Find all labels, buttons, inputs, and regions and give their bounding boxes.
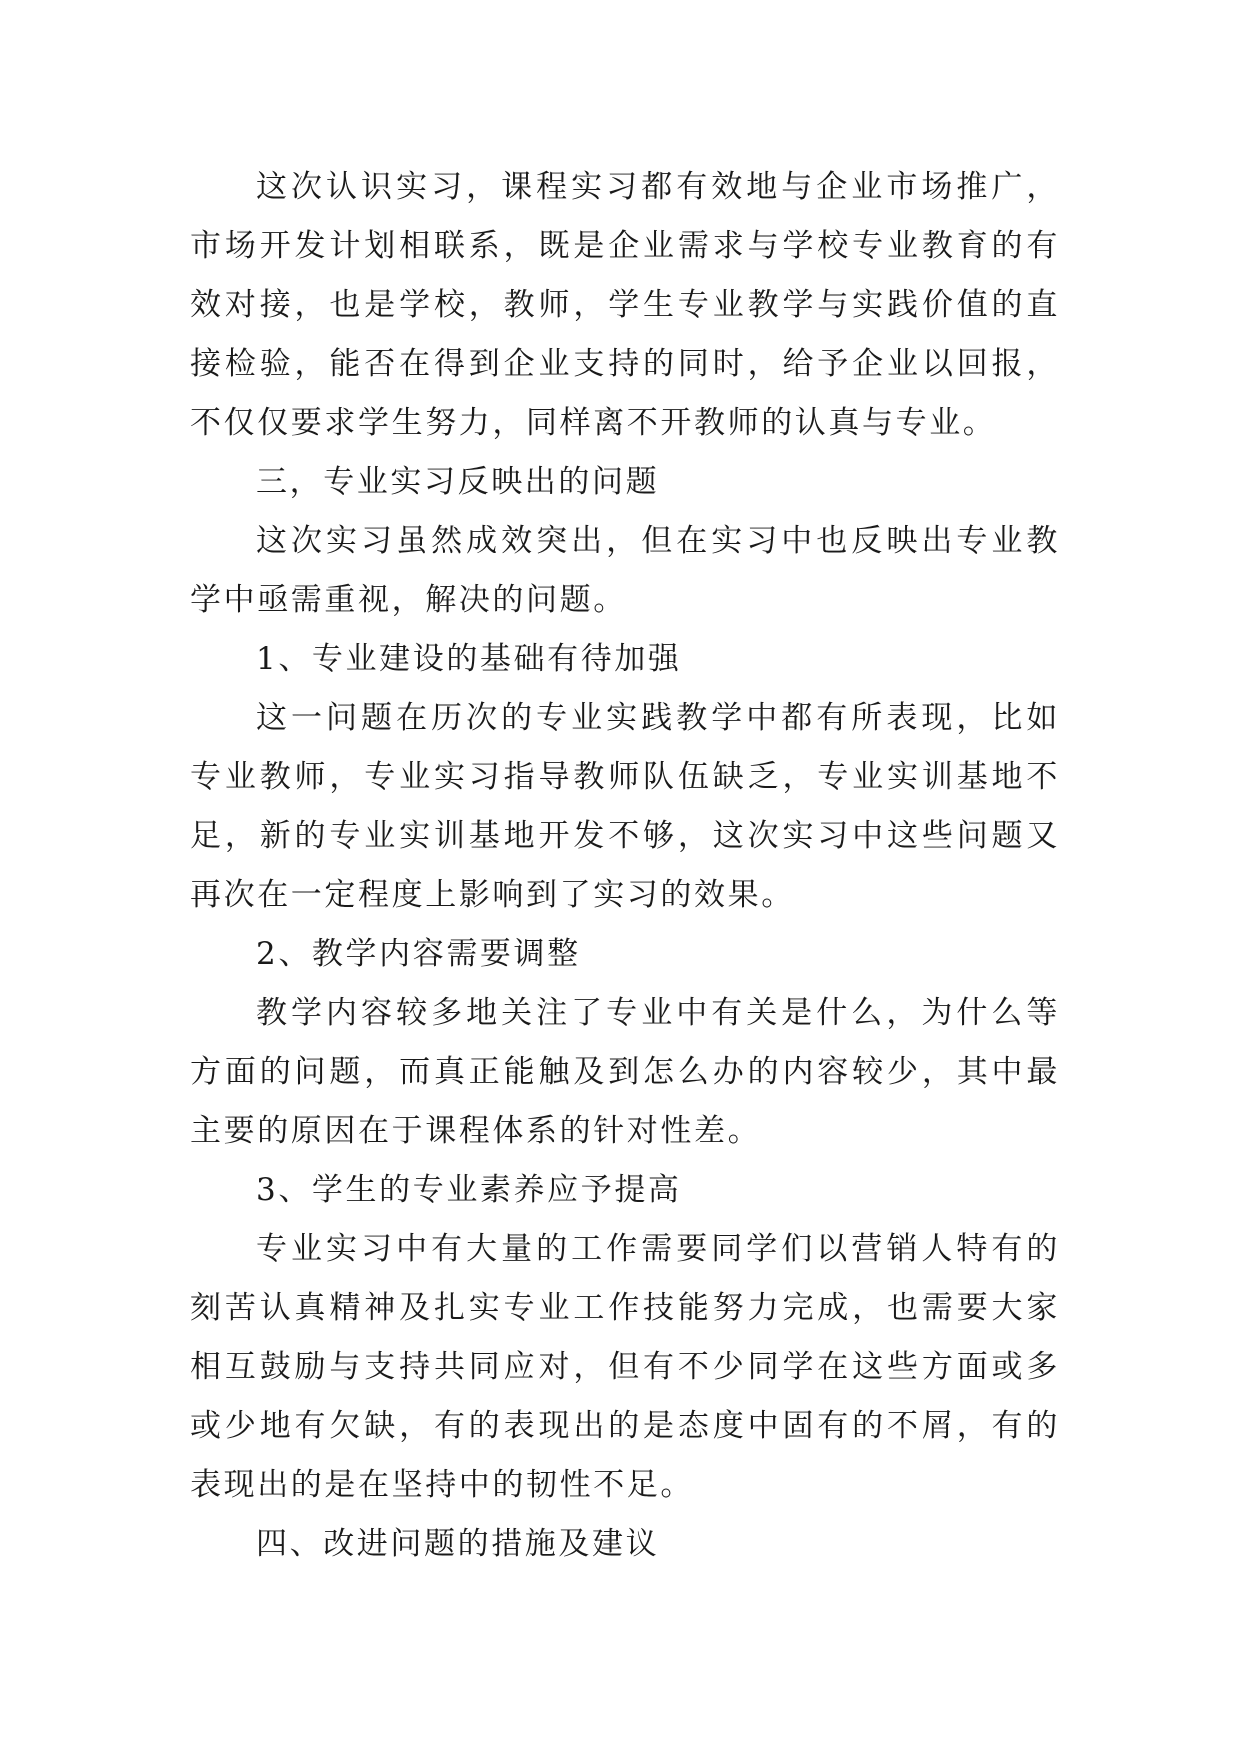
heading-item-2: 2、教学内容需要调整 — [256, 936, 581, 972]
paragraph-internship-linkage: 这次认识实习，课程实习都有效地与企业市场推广，市场开发计划相联系，既是企业需求与学校专业教育的有效对接，也是学校，教师，学生专业教学与实践价值的直接检验，能否在得到企业支持的同时，给予企业以回报，不仅仅要求学生努力，同样离不开教师的认真与专业。 — [190, 169, 1060, 441]
heading-item-3: 3、学生的专业素养应予提高 — [256, 1172, 682, 1208]
paragraph-item-2: 教学内容较多地关注了专业中有关是什么，为什么等方面的问题，而真正能触及到怎么办的内容较少，其中最主要的原因在于课程体系的针对性差。 — [190, 995, 1060, 1149]
paragraph-problems-intro: 这次实习虽然成效突出，但在实习中也反映出专业教学中亟需重视，解决的问题。 — [190, 523, 1060, 618]
paragraph-item-1: 这一问题在历次的专业实践教学中都有所表现，比如专业教师，专业实习指导教师队伍缺乏，专业实训基地不足，新的专业实训基地开发不够，这次实习中这些问题又再次在一定程度上影响到了实习的效果。 — [190, 700, 1060, 913]
heading-section-four: 四、改进问题的措施及建议 — [256, 1526, 660, 1562]
paragraph-item-3: 专业实习中有大量的工作需要同学们以营销人特有的刻苦认真精神及扎实专业工作技能努力完成，也需要大家相互鼓励与支持共同应对，但有不少同学在这些方面或多或少地有欠缺，有的表现出的是态度中固有的不屑，有的表现出的是在坚持中的韧性不足。 — [190, 1231, 1060, 1503]
heading-section-three: 三，专业实习反映出的问题 — [256, 464, 660, 500]
document-body — [190, 158, 1060, 1574]
heading-item-1: 1、专业建设的基础有待加强 — [256, 641, 682, 677]
